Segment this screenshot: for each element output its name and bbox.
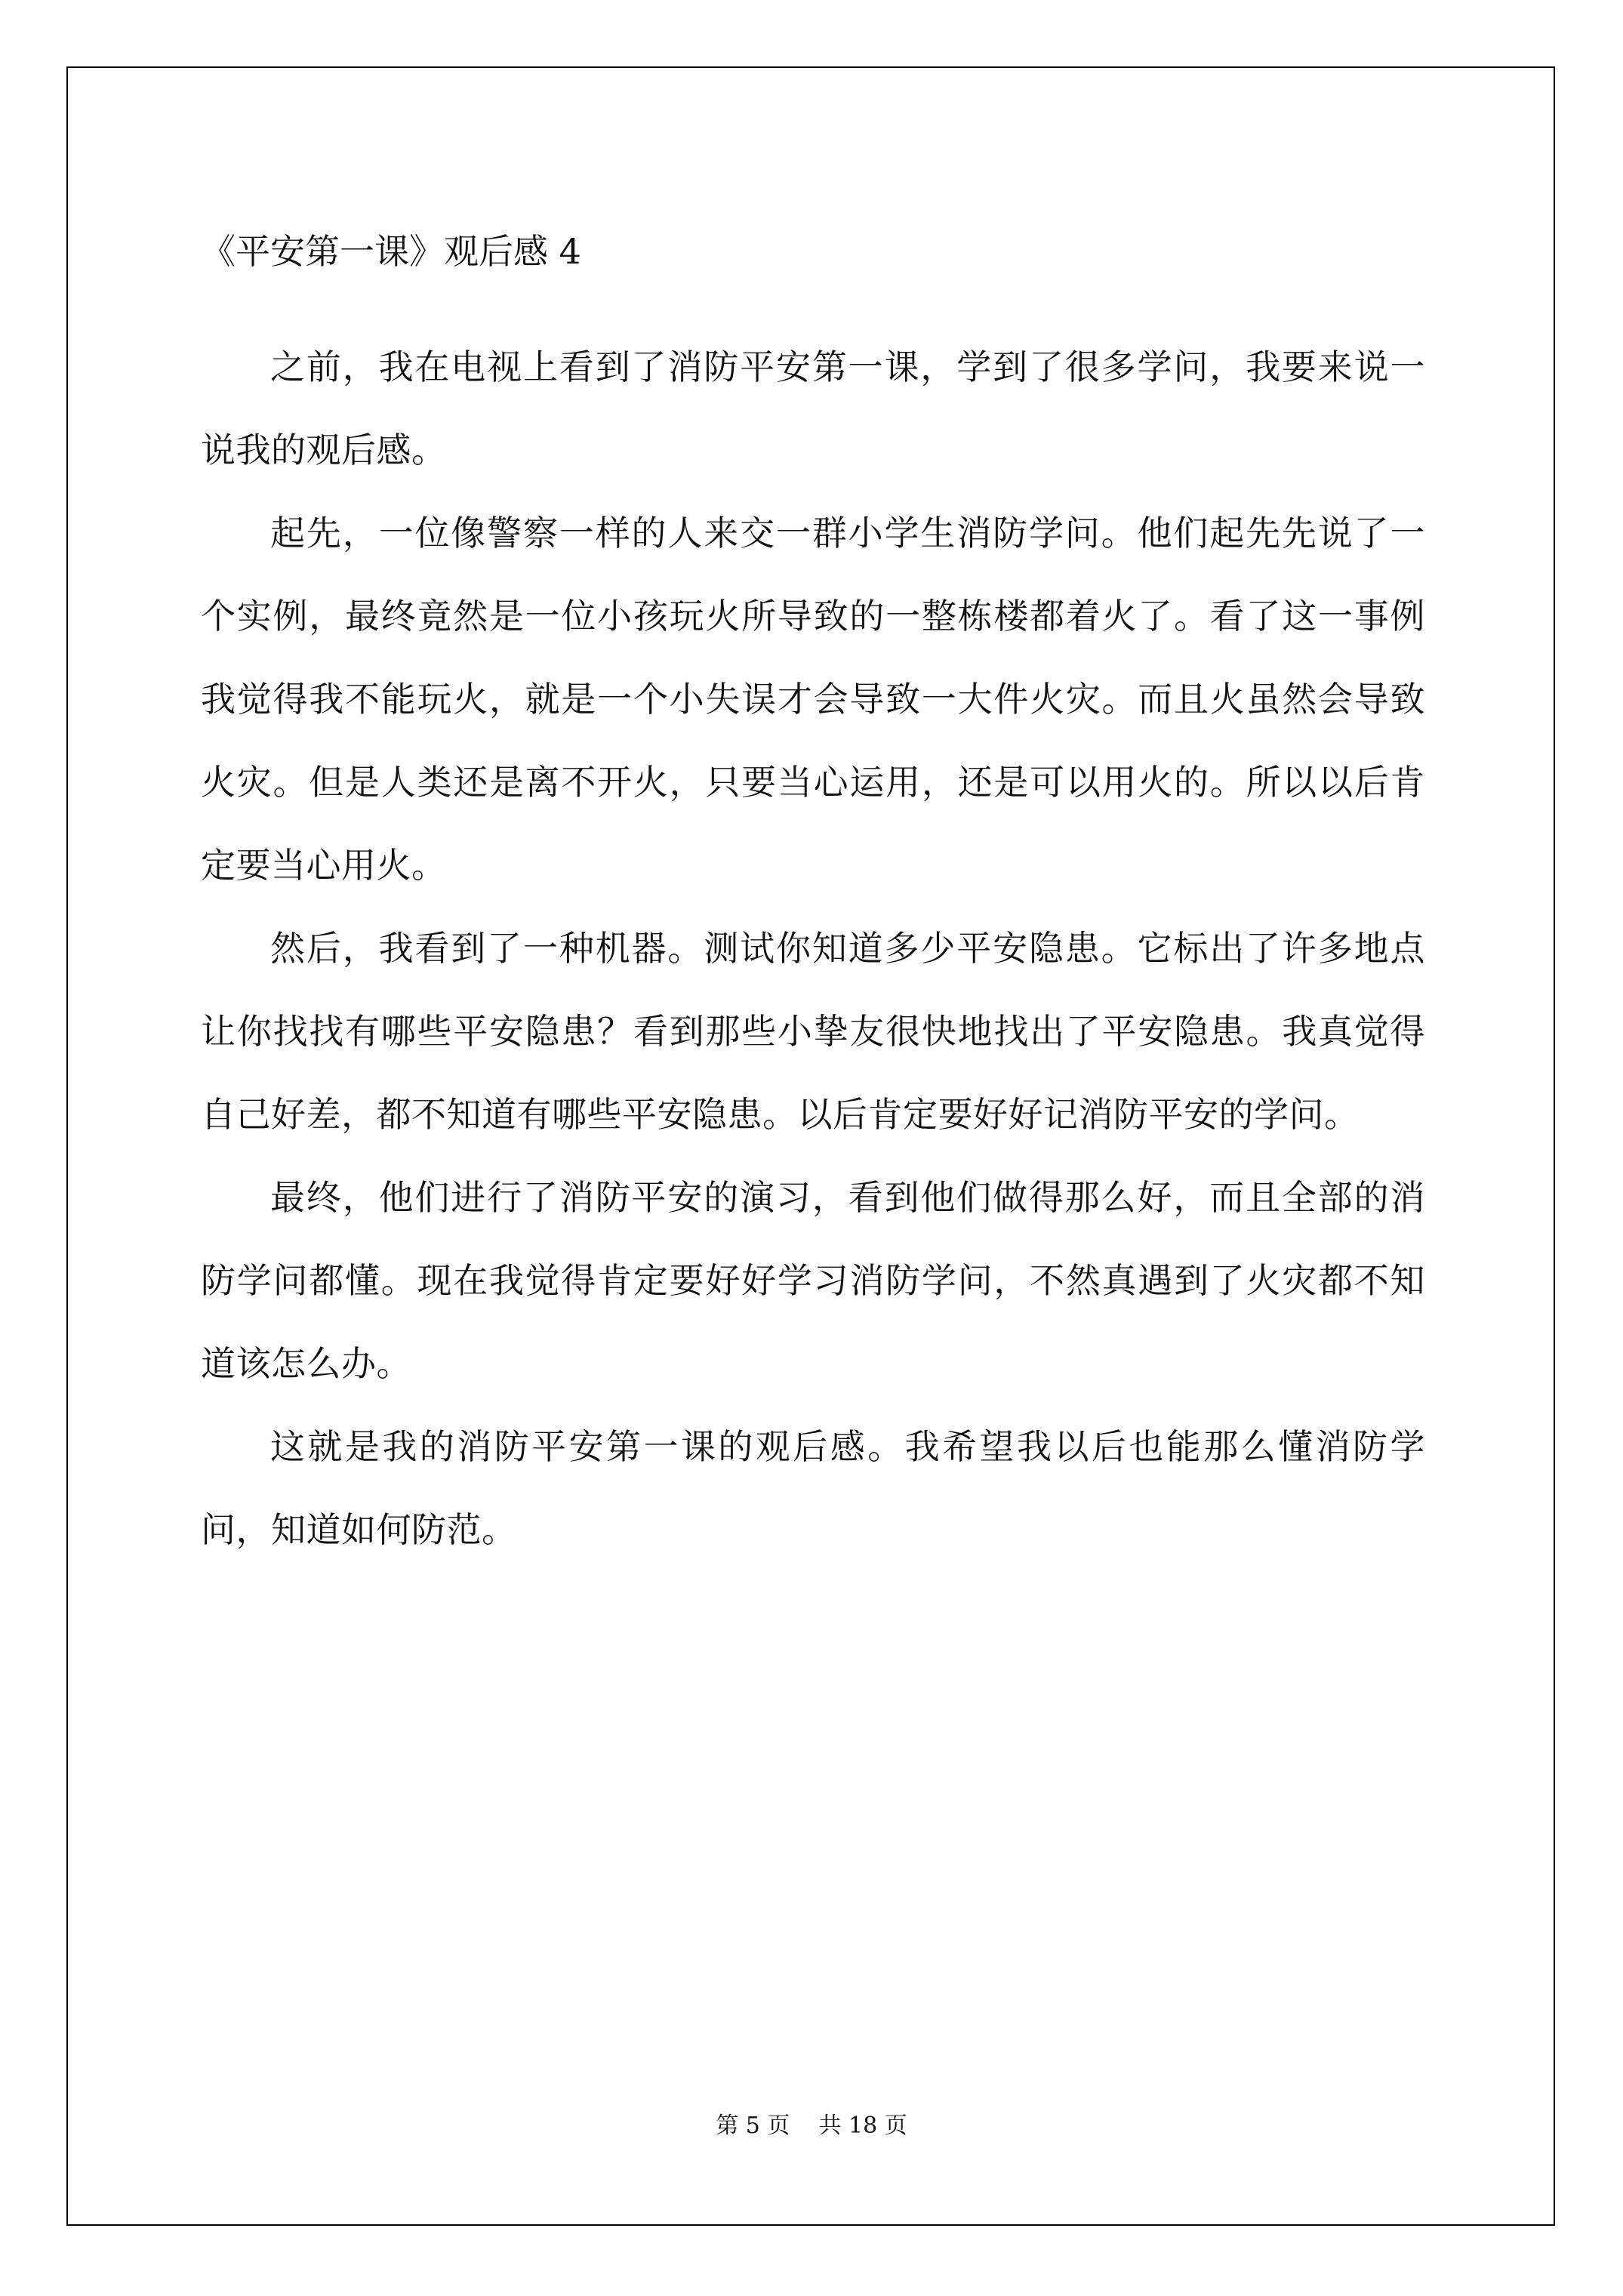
paragraph-1: 之前，我在电视上看到了消防平安第一课，学到了很多学问，我要来说一说我的观后感。: [201, 347, 1425, 470]
document-body: [201, 223, 1425, 1571]
paragraph-3: 然后，我看到了一种机器。测试你知道多少平安隐患。它标出了许多地点让你找找有哪些平安隐患？看到那些小挚友很快地找出了平安隐患。我真觉得自己好差，都不知道有哪些平安隐患。以后肯定要好好记消防平安的学问。: [201, 928, 1425, 1135]
document-title: 《平安第一课》观后感 4: [201, 231, 581, 272]
page-number-footer: 第 5 页 共 18 页: [716, 2113, 907, 2139]
paragraph-2: 起先，一位像警察一样的人来交一群小学生消防学问。他们起先先说了一个实例，最终竟然是一位小孩玩火所导致的一整栋楼都着火了。看了这一事例我觉得我不能玩火，就是一个小失误才会导致一大件火灾。而且火虽然会导致火灾。但是人类还是离不开火，只要当心运用，还是可以用火的。所以以后肯定要当心用火。: [201, 513, 1425, 886]
paragraph-4: 最终，他们进行了消防平安的演习，看到他们做得那么好，而且全部的消防学问都懂。现在我觉得肯定要好好学习消防学问，不然真遇到了火灾都不知道该怎么办。: [201, 1177, 1425, 1384]
paragraph-5: 这就是我的消防平安第一课的观后感。我希望我以后也能那么懂消防学问，知道如何防范。: [201, 1426, 1425, 1550]
